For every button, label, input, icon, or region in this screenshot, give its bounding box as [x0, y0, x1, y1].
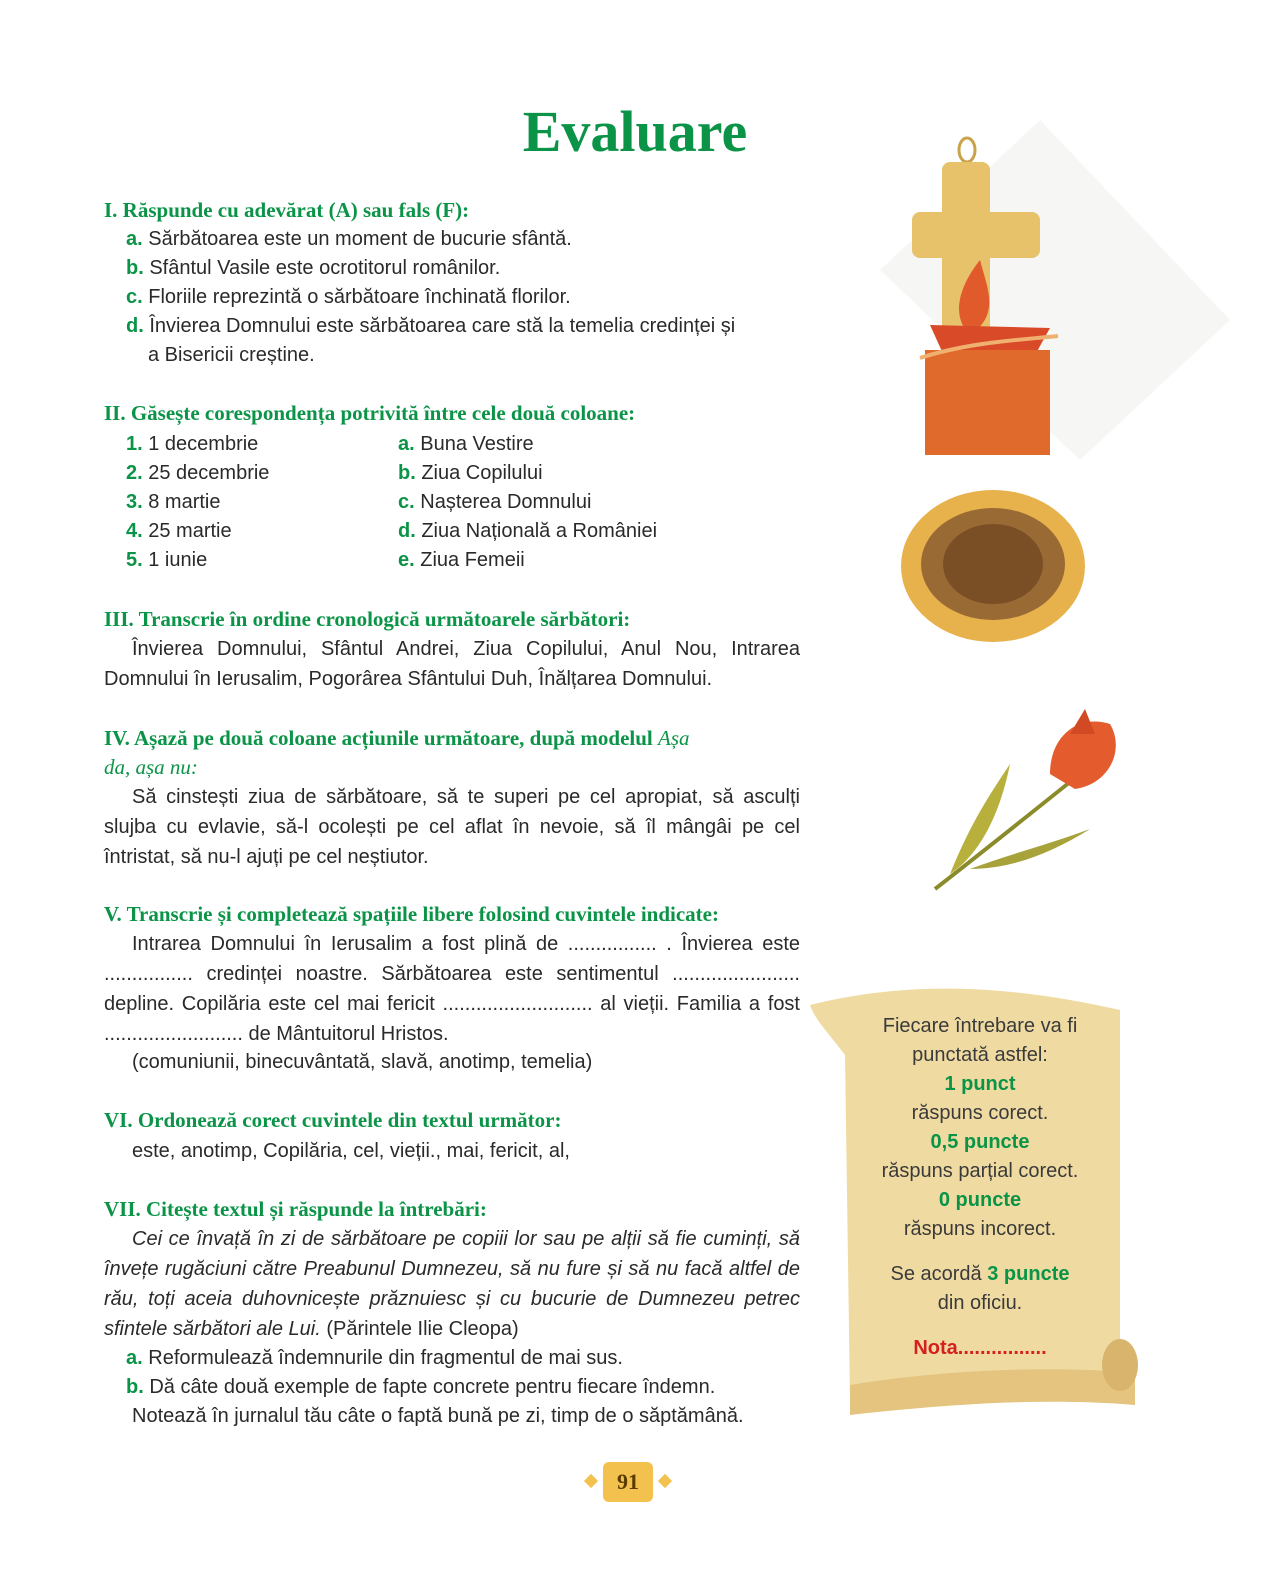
s7-item-a: a. Reformulează îndemnurile din fragmentul de mai sus. [126, 1347, 623, 1369]
section-3-heading: III. Transcrie în ordine cronologică următoarele sărbători: [104, 607, 631, 631]
page-number-ornament-right [658, 1474, 672, 1488]
page-number: 91 [603, 1462, 653, 1502]
grade-field: Nota................ [913, 1337, 1047, 1359]
office-points-cont: din oficiu. [937, 1292, 1023, 1314]
score-half-point: 0,5 puncte [930, 1131, 1030, 1153]
s1-item-d: d. Învierea Domnului este sărbătoarea care stă la temelia credinței și [126, 315, 736, 337]
page-number-ornament-left [584, 1474, 598, 1488]
s7-note: Notează în jurnalul tău câte o faptă bună pe zi, timp de o săptămână. [132, 1405, 744, 1427]
score-1-point: 1 punct [944, 1073, 1016, 1095]
score-half-desc: răspuns parțial corect. [881, 1160, 1079, 1182]
s2-right-d: d. Ziua Națională a României [398, 520, 658, 542]
s2-left-1: 1. 1 decembrie [126, 433, 259, 455]
s2-right-a: a. Buna Vestire [398, 433, 534, 455]
section-4-heading: IV. Așază pe două coloane acțiunile următoare, după modelul Așa [104, 726, 690, 750]
s1-item-d-cont: a Bisericii creștine. [148, 344, 315, 366]
section-7-heading: VII. Citește textul și răspunde la întrebări: [104, 1197, 487, 1221]
section-5-heading: V. Transcrie și completează spațiile libere folosind cuvintele indicate: [104, 902, 719, 926]
s2-left-2: 2. 25 decembrie [126, 462, 270, 484]
section-6-heading: VI. Ordonează corect cuvintele din textul următor: [104, 1108, 562, 1132]
page-title: Evaluare [522, 99, 748, 164]
s7-item-b: b. Dă câte două exemple de fapte concrete pentru fiecare îndemn. [126, 1376, 716, 1398]
section-2-heading: II. Găsește corespondența potrivită între cele două coloane: [104, 401, 636, 425]
scoring-box [860, 1012, 1100, 1363]
section-4-heading-cont: da, așa nu: [104, 755, 198, 779]
s2-right-b: b. Ziua Copilului [398, 462, 543, 484]
s5-text: Intrarea Domnului în Ierusalim a fost plină de ................ . Învierea este ................ credinței noastre. Sărbătoarea este sentimentul ....................... depline. Copilăria este cel mai fericit ........................... al vieții. Familia a fost ......................... de Mântuitorul Hristos. [104, 933, 800, 1045]
s1-item-b: b. Sfântul Vasile este ocrotitorul românilor. [126, 257, 501, 279]
s2-left-4: 4. 25 martie [126, 520, 232, 542]
score-0-point: 0 puncte [938, 1189, 1022, 1211]
bread-illustration [898, 486, 1088, 646]
s1-item-a: a. Sărbătoarea este un moment de bucurie sfântă. [126, 228, 572, 250]
s3-text: Învierea Domnului, Sfântul Andrei, Ziua Copilului, Anul Nou, Intrarea Domnului în Ierusalim, Pogorârea Sfântului Duh, Înălțarea Domnului. [104, 638, 800, 690]
s2-right-e: e. Ziua Femeii [398, 549, 525, 571]
scoring-line-2: punctată astfel: [912, 1044, 1048, 1066]
score-1-desc: răspuns corect. [911, 1102, 1049, 1124]
tulip-illustration [910, 704, 1130, 904]
s2-right-c: c. Nașterea Domnului [398, 491, 592, 513]
score-0-desc: răspuns incorect. [903, 1218, 1057, 1240]
section-1-heading: I. Răspunde cu adevărat (A) sau fals (F): [104, 198, 470, 222]
s1-item-c: c. Floriile reprezintă o sărbătoare închinată florilor. [126, 286, 571, 308]
s2-left-5: 5. 1 iunie [126, 549, 208, 571]
scoring-line-1: Fiecare întrebare va fi [882, 1015, 1078, 1037]
s4-text: Să cinstești ziua de sărbătoare, să te superi pe cel apropiat, să asculți slujba cu evlavie, să-l ocolești pe cel aflat în nevoie, să îl mângâi pe cel întristat, să nu-l ajuți pe cel neștiutor. [104, 786, 800, 868]
s5-words: (comuniunii, binecuvântată, slavă, anotimp, temelia) [132, 1051, 593, 1073]
s2-left-3: 3. 8 martie [126, 491, 221, 513]
cross-candle-illustration [820, 110, 1240, 470]
s7-quote: Cei ce învață în zi de sărbătoare pe copiii lor sau pe alții să fie cuminți, să învețe rugăciuni către Preabunul Dumnezeu, să nu fure și să nu facă altfel de rău, toți aceia duhovnicește prăznuiesc și cu bucurie de Dumnezeu petrec sfintele sărbători ale Lui. (Părintele Ilie Cleopa) [104, 1228, 800, 1340]
office-points: Se acordă 3 puncte [890, 1263, 1070, 1285]
s6-text: este, anotimp, Copilăria, cel, vieții., mai, fericit, al, [132, 1140, 570, 1162]
